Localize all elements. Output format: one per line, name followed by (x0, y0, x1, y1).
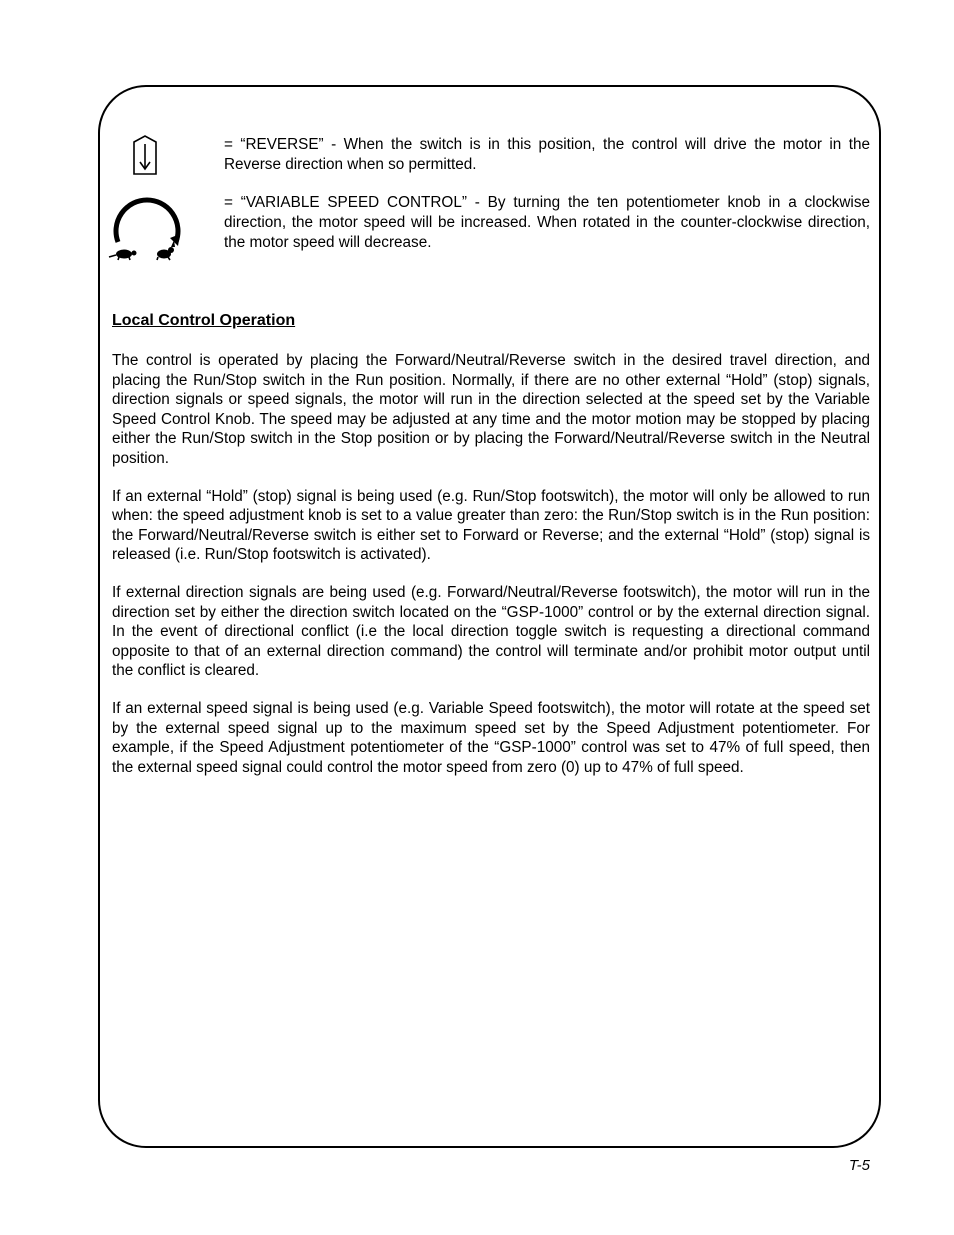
paragraph: If external direction signals are being used (e.g. Forward/Neutral/Reverse footswitch), the motor will run in the direction set by either the direction switch located on the “GSP-1000” control or by the external direction signal. In the event of directional conflict (i.e the local direction toggle switch is requesting a directional command opposite to that of an external direction command) the control will terminate and/or prohibit motor output until the conflict is cleared. (112, 583, 870, 680)
section-heading: Local Control Operation (112, 312, 296, 329)
rabbit-icon (157, 240, 175, 260)
page-number: T-5 (848, 1157, 870, 1174)
paragraph: If an external speed signal is being used (e.g. Variable Speed footswitch), the motor will rotate at the speed set by the external speed signal up to the maximum speed set by the Speed Adjustment potentiometer. For example, if the Speed Adjustment potentiometer of the “GSP-1000” control was set to 47% of full speed, then the external speed signal could control the motor speed from zero (0) up to 47% of full speed. (112, 699, 870, 776)
reverse-arrow-icon (130, 134, 160, 178)
paragraph: If an external “Hold” (stop) signal is being used (e.g. Run/Stop footswitch), the motor will only be allowed to run when: the speed adjustment knob is set to a value greater than zero: the Run/Stop switch is in the Run position: the Forward/Neutral/Reverse switch is either set to Forward or Reverse; and the external “Hold” (stop) signal is released (i.e. Run/Stop footswitch is activated). (112, 487, 870, 564)
reverse-description-text: = “REVERSE” - When the switch is in this position, the control will drive the motor in the Reverse direction when so permitted. (224, 136, 870, 173)
turtle-icon (109, 250, 137, 261)
section-body (112, 351, 870, 795)
variable-speed-description-text: = “VARIABLE SPEED CONTROL” - By turning the ten potentiometer knob in a clockwise direction, the motor speed will be increased. When rotated in the counter-clockwise direction, the motor speed will decrease. (224, 194, 870, 251)
paragraph: The control is operated by placing the Forward/Neutral/Reverse switch in the desired travel direction, and placing the Run/Stop switch in the Run position. Normally, if there are no other external “Hold” (stop) signals, direction signals or speed signals, the motor will run in the direction selected at the speed set by the Variable Speed Control Knob. The speed may be adjusted at any time and the motor motion may be stopped by placing either the Run/Stop switch in the Stop position or by placing the Forward/Neutral/Reverse switch in the Neutral position. (112, 352, 870, 467)
reverse-symbol-description (224, 135, 870, 175)
variable-speed-symbol-description (224, 193, 870, 253)
variable-speed-dial-icon (104, 194, 186, 262)
